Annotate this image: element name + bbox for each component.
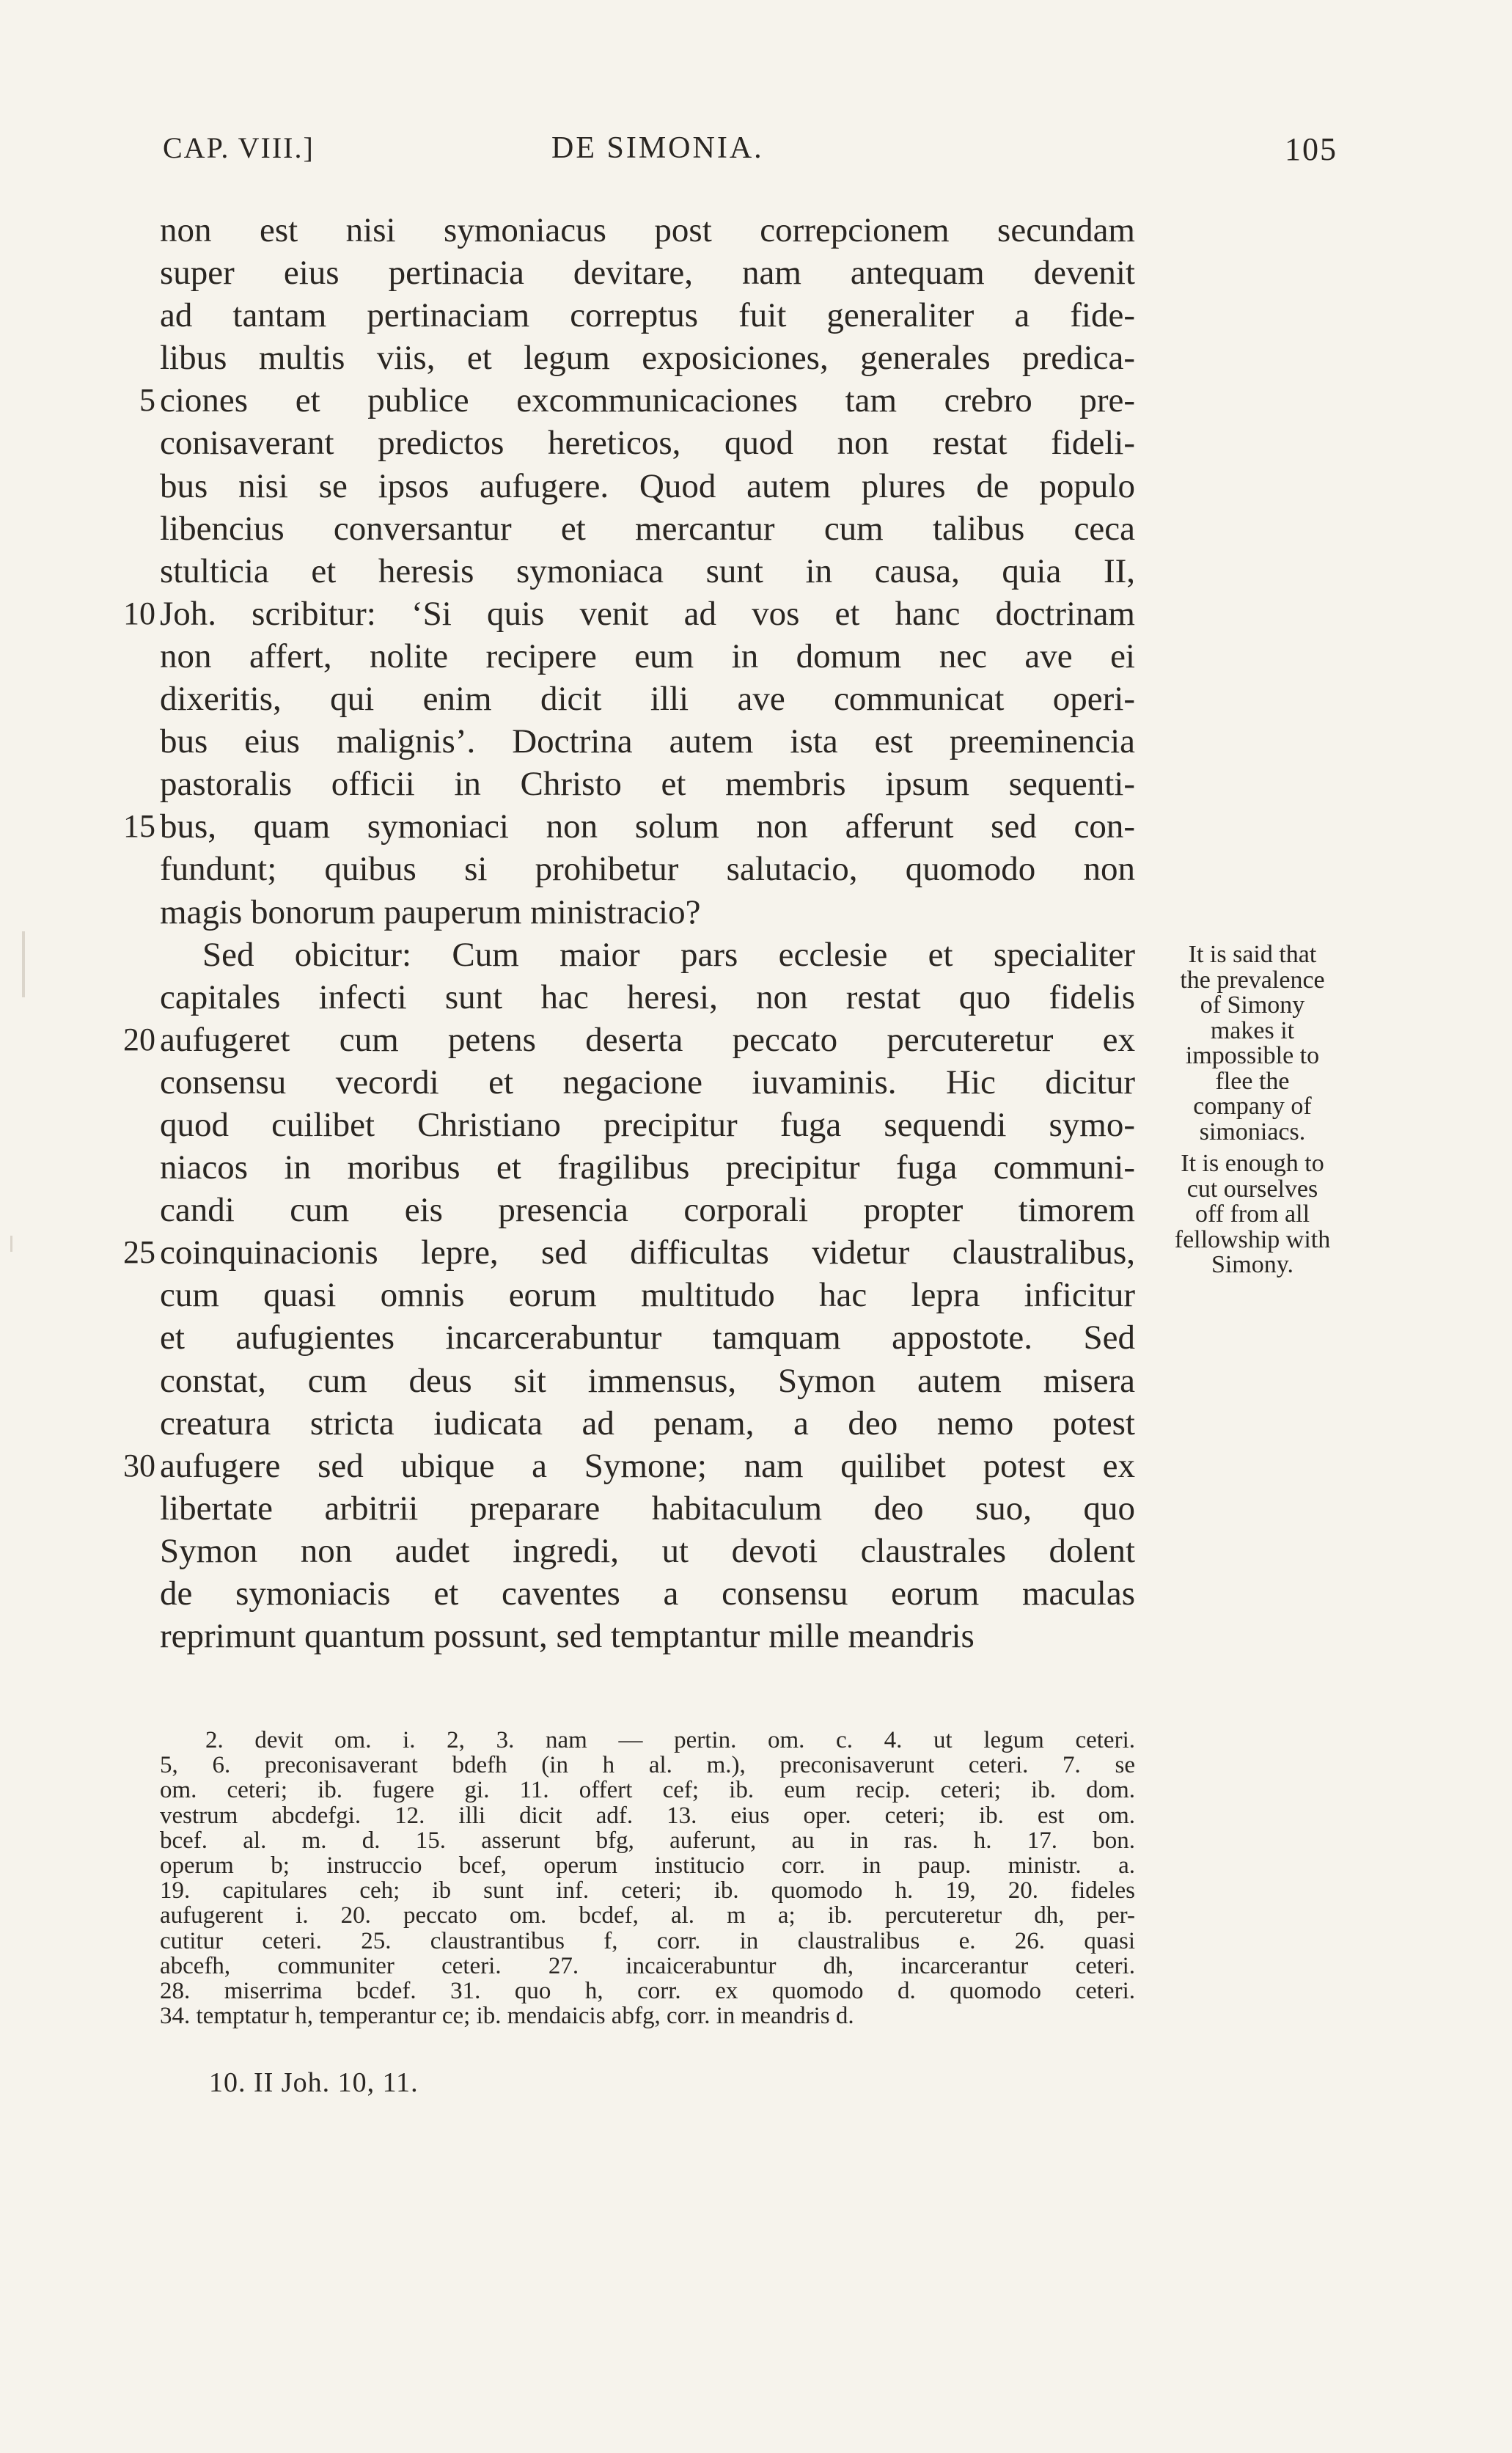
line-text: et aufugientes incarcerabuntur tamquam appostote. Sed [160, 1319, 1135, 1357]
running-title: DE SIMONIA. [551, 131, 764, 165]
margin-note-line: cut ourselves [1186, 1175, 1318, 1203]
chapter-label: CAP. VIII.] [163, 131, 315, 164]
line-text: conisaverant predictos hereticos, quod non restat fideli- [160, 424, 1135, 463]
text-line [139, 379, 1135, 422]
line-text: libus multis viis, et legum exposiciones, generales predica- [160, 339, 1135, 378]
text-line [123, 805, 1135, 848]
page-number: 105 [1285, 131, 1337, 167]
line-text: capitales infecti sunt hac heresi, non restat quo fidelis [160, 978, 1135, 1016]
text-line [160, 337, 1135, 379]
line-text: candi cum eis presencia corporali propter timorem [160, 1191, 1135, 1230]
text-line [123, 1445, 1135, 1487]
line-text: aufugeret cum petens deserta peccato percuteretur ex [160, 1020, 1135, 1059]
text-line [160, 1189, 1135, 1231]
apparatus-line: 5, 6. preconisaverant bdefh (in h al. m.), preconisaverunt ceteri. 7. se [160, 1752, 1135, 1779]
scripture-reference-footnote: 10. II Joh. 10, 11. [209, 2067, 419, 2098]
line-text: bus nisi se ipsos aufugere. Quod autem plures de populo [160, 466, 1135, 505]
line-text: coinquinacionis lepre, sed difficultas videtur claustralibus, [160, 1233, 1135, 1272]
line-text: bus, quam symoniaci non solum non afferunt sed con- [160, 807, 1135, 846]
line-number: 25 [123, 1234, 155, 1271]
text-line [160, 720, 1135, 763]
line-number: 30 [123, 1447, 155, 1484]
line-text: reprimunt quantum possunt, sed temptantur mille meandris [160, 1617, 975, 1656]
margin-note-line: It is said that [1188, 941, 1317, 968]
line-number: 10 [123, 595, 155, 631]
apparatus-line: 28. miserrima bcdef. 31. quo h, corr. ex quomodo d. quomodo ceteri. [160, 1978, 1135, 2005]
text-line [160, 976, 1135, 1019]
line-number: 15 [123, 808, 155, 845]
line-text: libertate arbitrii preparare habitaculum deo suo, quo [160, 1489, 1135, 1528]
text-line [160, 891, 1135, 934]
text-line [160, 294, 1135, 337]
margin-note-line: It is enough to [1181, 1150, 1324, 1177]
margin-note-line: flee the [1215, 1067, 1290, 1095]
text-line [160, 1615, 1135, 1657]
apparatus-line: vestrum abcdefgi. 12. illi dicit adf. 13. eius oper. ceteri; ib. est om. [160, 1802, 1135, 1829]
line-text: bus eius malignis’. Doctrina autem ista est preeminencia [160, 722, 1135, 761]
text-line [160, 934, 1135, 976]
line-text: creatura stricta iudicata ad penam, a deo nemo potest [160, 1404, 1135, 1442]
line-text: Symon non audet ingredi, ut devoti claustrales dolent [160, 1531, 1135, 1570]
margin-note-line: the prevalence [1180, 966, 1325, 994]
margin-note-line: company of [1193, 1093, 1312, 1120]
apparatus-line: operum b; instruccio bcef, operum institucio corr. in paup. ministr. a. [160, 1852, 1135, 1880]
text-line [123, 593, 1135, 635]
apparatus-line: om. ceteri; ib. fugere gi. 11. offert cef; ib. eum recip. ceteri; ib. dom. [160, 1777, 1135, 1804]
text-line [160, 1487, 1135, 1530]
margin-note-line: Simony. [1211, 1251, 1294, 1278]
line-text: magis bonorum pauperum ministracio? [160, 892, 701, 931]
text-line [160, 678, 1135, 720]
text-line [160, 252, 1135, 294]
apparatus-line: 34. temptatur h, temperantur ce; ib. mendaicis abfg, corr. in meandris d. [160, 2003, 854, 2030]
line-text: quod cuilibet Christiano precipitur fuga sequendi symo- [160, 1105, 1135, 1144]
line-text: constat, cum deus sit immensus, Symon autem misera [160, 1361, 1135, 1400]
text-line [160, 209, 1135, 252]
line-text: dixeritis, qui enim dicit illi ave communicat operi- [160, 680, 1135, 719]
text-line [160, 1061, 1135, 1104]
line-text: consensu vecordi et negacione iuvaminis. Hic dicitur [160, 1063, 1135, 1101]
margin-note-line: off from all [1194, 1200, 1310, 1228]
line-text: aufugere sed ubique a Symone; nam quilibet potest ex [160, 1446, 1135, 1485]
line-text: libencius conversantur et mercantur cum talibus ceca [160, 509, 1135, 548]
margin-note-line: simoniacs. [1199, 1118, 1306, 1145]
text-line [160, 1146, 1135, 1189]
line-text: de symoniacis et caventes a consensu eorum maculas [160, 1574, 1135, 1613]
text-line [160, 465, 1135, 507]
line-text: fundunt; quibus si prohibetur salutacio, quomodo non [160, 850, 1135, 889]
apparatus-line: cutitur ceteri. 25. claustrantibus f, corr. in claustralibus e. 26. quasi [160, 1927, 1135, 1954]
text-line [160, 1530, 1135, 1572]
line-number: 20 [123, 1021, 155, 1057]
text-line [160, 1104, 1135, 1146]
text-line [123, 1019, 1135, 1061]
text-line [160, 1274, 1135, 1316]
margin-note-line: fellowship with [1174, 1225, 1331, 1253]
text-line [123, 1231, 1135, 1274]
line-number: 5 [139, 382, 155, 419]
text-line [160, 1402, 1135, 1445]
line-text: niacos in moribus et fragilibus precipitur fuga communi- [160, 1148, 1135, 1187]
text-line [160, 1572, 1135, 1615]
line-text: Sed obicitur: Cum maior pars ecclesie et specialiter [202, 935, 1135, 974]
line-text: non affert, nolite recipere eum in domum nec ave ei [160, 637, 1135, 675]
line-text: pastoralis officii in Christo et membris ipsum sequenti- [160, 765, 1135, 804]
apparatus-line: aufugerent i. 20. peccato om. bcdef, al. m a; ib. percuteretur dh, per- [160, 1902, 1135, 1929]
line-text: stulticia et heresis symoniaca sunt in causa, quia II, [160, 551, 1135, 590]
text-line [160, 422, 1135, 464]
line-text: ad tantam pertinaciam correptus fuit generaliter a fide- [160, 296, 1135, 335]
running-header [0, 131, 1512, 175]
apparatus-line: 2. devit om. i. 2, 3. nam — pertin. om. c. 4. ut legum ceteri. [205, 1727, 1135, 1753]
margin-note-line: of Simony [1200, 991, 1305, 1019]
text-line [160, 507, 1135, 550]
scan-mark [10, 1236, 12, 1252]
text-line [160, 848, 1135, 890]
apparatus-line: 19. capitulares ceh; ib sunt inf. ceteri; ib. quomodo h. 19, 20. fideles [160, 1877, 1135, 1904]
text-line [160, 635, 1135, 678]
main-text [123, 209, 1135, 1657]
apparatus-line: bcef. al. m. d. 15. asserunt bfg, auferunt, au in ras. h. 17. bon. [160, 1827, 1135, 1854]
scan-mark [22, 931, 25, 997]
line-text: non est nisi symoniacus post correpcionem secundam [160, 211, 1135, 249]
line-text: Joh. scribitur: ‘Si quis venit ad vos et hanc doctrinam [160, 594, 1135, 633]
text-line [160, 763, 1135, 805]
line-text: super eius pertinacia devitare, nam antequam devenit [160, 254, 1135, 293]
line-text: ciones et publice excommunicaciones tam crebro pre- [160, 381, 1135, 420]
margin-note-fellowship [1142, 1151, 1362, 1278]
text-line [160, 1316, 1135, 1359]
margin-note-prevalence [1142, 942, 1362, 1145]
margin-note-line: impossible to [1185, 1042, 1320, 1069]
critical-apparatus [160, 1728, 1135, 2028]
text-line [160, 550, 1135, 593]
text-line [160, 1360, 1135, 1402]
margin-note-line: makes it [1210, 1016, 1295, 1044]
apparatus-line: abcefh, communiter ceteri. 27. incaicerabuntur dh, incarcerantur ceteri. [160, 1952, 1135, 1979]
line-text: cum quasi omnis eorum multitudo hac lepra inficitur [160, 1276, 1135, 1315]
